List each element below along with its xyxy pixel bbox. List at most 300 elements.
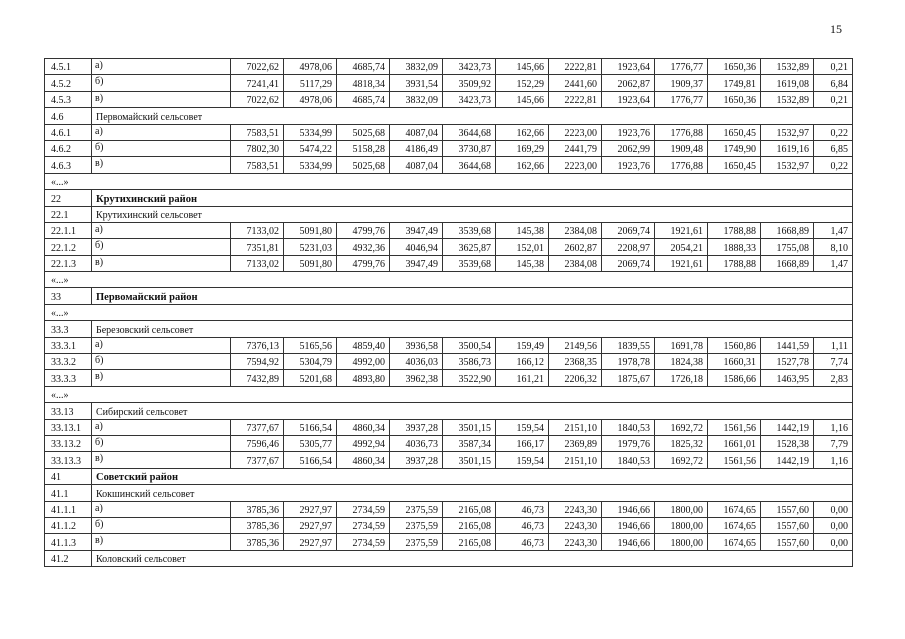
value-cell: 5304,79 [284,354,337,370]
value-cell: 162,66 [496,157,549,173]
value-cell: 4932,36 [337,239,390,255]
row-subitem: б) [92,75,231,91]
value-cell: 2441,79 [549,140,602,156]
value-cell: 0,21 [814,91,853,107]
tariff-table [44,58,853,567]
council-title: Первомайский сельсовет [92,108,853,124]
value-cell: 0,21 [814,59,853,75]
district-title: Советский район [92,468,853,484]
row-subitem: а) [92,501,231,517]
value-cell: 1619,16 [761,140,814,156]
value-cell: 1923,64 [602,91,655,107]
value-cell: 4978,06 [284,91,337,107]
value-cell: 2054,21 [655,239,708,255]
value-cell: 5165,56 [284,337,337,353]
value-cell: 1909,37 [655,75,708,91]
value-cell: 7,74 [814,354,853,370]
table-row [45,157,853,173]
value-cell: 5091,80 [284,255,337,271]
value-cell: 1557,60 [761,501,814,517]
value-cell: 2441,60 [549,75,602,91]
table-row [45,517,853,533]
ellipsis-row [45,272,853,288]
value-cell: 7133,02 [231,222,284,238]
table-row [45,501,853,517]
value-cell: 7022,62 [231,91,284,107]
value-cell: 1921,61 [655,255,708,271]
table-row [45,419,853,435]
value-cell: 2734,59 [337,534,390,550]
value-cell: 1840,53 [602,419,655,435]
value-cell: 2062,87 [602,75,655,91]
value-cell: 1840,53 [602,452,655,468]
value-cell: 5166,54 [284,419,337,435]
value-cell: 1528,38 [761,435,814,451]
value-cell: 2,83 [814,370,853,386]
value-cell: 5474,22 [284,140,337,156]
district-title: Крутихинский район [92,190,853,206]
council-header-row [45,550,853,566]
value-cell: 1776,77 [655,91,708,107]
value-cell: 1668,89 [761,222,814,238]
row-subitem: в) [92,534,231,550]
value-cell: 7241,41 [231,75,284,91]
value-cell: 3644,68 [443,124,496,140]
value-cell: 3586,73 [443,354,496,370]
value-cell: 5091,80 [284,222,337,238]
value-cell: 3947,49 [390,255,443,271]
row-subitem: в) [92,370,231,386]
value-cell: 1776,88 [655,157,708,173]
value-cell: 1946,66 [602,517,655,533]
value-cell: 2206,32 [549,370,602,386]
value-cell: 2734,59 [337,517,390,533]
value-cell: 1442,19 [761,452,814,468]
value-cell: 166,12 [496,354,549,370]
section-code: 41.2 [45,550,92,566]
value-cell: 2384,08 [549,222,602,238]
value-cell: 152,29 [496,75,549,91]
row-subitem: а) [92,124,231,140]
value-cell: 0,22 [814,157,853,173]
table-row [45,222,853,238]
value-cell: 5201,68 [284,370,337,386]
value-cell: 3937,28 [390,452,443,468]
section-code: 4.6 [45,108,92,124]
value-cell: 5025,68 [337,157,390,173]
table-row [45,75,853,91]
section-code: 33.13 [45,403,92,419]
value-cell: 159,49 [496,337,549,353]
value-cell: 1650,36 [708,59,761,75]
value-cell: 3522,90 [443,370,496,386]
council-header-row [45,403,853,419]
council-header-row [45,485,853,501]
value-cell: 7,79 [814,435,853,451]
value-cell: 7376,13 [231,337,284,353]
row-subitem: в) [92,91,231,107]
value-cell: 0,00 [814,534,853,550]
value-cell: 3500,54 [443,337,496,353]
value-cell: 2165,08 [443,517,496,533]
value-cell: 2243,30 [549,501,602,517]
value-cell: 5305,77 [284,435,337,451]
value-cell: 7377,67 [231,419,284,435]
value-cell: 1788,88 [708,222,761,238]
row-code: 41.1.1 [45,501,92,517]
row-code: 33.3.2 [45,354,92,370]
table-row [45,370,853,386]
value-cell: 2222,81 [549,59,602,75]
value-cell: 166,17 [496,435,549,451]
value-cell: 5025,68 [337,124,390,140]
value-cell: 1527,78 [761,354,814,370]
value-cell: 5231,03 [284,239,337,255]
table-row [45,140,853,156]
row-code: 22.1.2 [45,239,92,255]
section-code: 33.3 [45,321,92,337]
value-cell: 1532,89 [761,59,814,75]
council-header-row [45,321,853,337]
value-cell: 2375,59 [390,501,443,517]
value-cell: 6,85 [814,140,853,156]
row-subitem: а) [92,419,231,435]
ellipsis-row [45,386,853,402]
row-code: 4.5.2 [45,75,92,91]
value-cell: 1755,08 [761,239,814,255]
value-cell: 1923,64 [602,59,655,75]
value-cell: 2149,56 [549,337,602,353]
value-cell: 7596,46 [231,435,284,451]
value-cell: 145,66 [496,59,549,75]
value-cell: 162,66 [496,124,549,140]
value-cell: 3587,34 [443,435,496,451]
value-cell: 7583,51 [231,157,284,173]
value-cell: 46,73 [496,501,549,517]
section-code: 22.1 [45,206,92,222]
row-subitem: б) [92,140,231,156]
table-row [45,124,853,140]
row-code: 4.5.1 [45,59,92,75]
value-cell: 3785,36 [231,534,284,550]
value-cell: 4799,76 [337,255,390,271]
value-cell: 1978,78 [602,354,655,370]
value-cell: 1692,72 [655,419,708,435]
value-cell: 2368,35 [549,354,602,370]
value-cell: 1661,01 [708,435,761,451]
value-cell: 2243,30 [549,517,602,533]
value-cell: 1,16 [814,452,853,468]
value-cell: 3730,87 [443,140,496,156]
value-cell: 1,47 [814,255,853,271]
value-cell: 1946,66 [602,501,655,517]
value-cell: 5166,54 [284,452,337,468]
value-cell: 7377,67 [231,452,284,468]
value-cell: 3644,68 [443,157,496,173]
value-cell: 169,29 [496,140,549,156]
ellipsis-row [45,304,853,320]
value-cell: 4818,34 [337,75,390,91]
table-row [45,255,853,271]
row-subitem: а) [92,222,231,238]
value-cell: 1923,76 [602,157,655,173]
value-cell: 7432,89 [231,370,284,386]
value-cell: 1586,66 [708,370,761,386]
row-code: 33.3.3 [45,370,92,386]
value-cell: 1619,08 [761,75,814,91]
value-cell: 1,47 [814,222,853,238]
value-cell: 1668,89 [761,255,814,271]
value-cell: 2069,74 [602,255,655,271]
value-cell: 3785,36 [231,501,284,517]
value-cell: 5158,28 [337,140,390,156]
value-cell: 4992,00 [337,354,390,370]
value-cell: 4893,80 [337,370,390,386]
council-title: Сибирский сельсовет [92,403,853,419]
value-cell: 3539,68 [443,222,496,238]
section-code: 41 [45,468,92,484]
value-cell: 2223,00 [549,157,602,173]
value-cell: 4978,06 [284,59,337,75]
value-cell: 4685,74 [337,59,390,75]
value-cell: 3539,68 [443,255,496,271]
value-cell: 7583,51 [231,124,284,140]
row-code: 33.13.2 [45,435,92,451]
value-cell: 4087,04 [390,157,443,173]
value-cell: 4859,40 [337,337,390,353]
value-cell: 159,54 [496,419,549,435]
value-cell: 1650,45 [708,124,761,140]
value-cell: 1825,32 [655,435,708,451]
value-cell: 145,38 [496,222,549,238]
value-cell: 3937,28 [390,419,443,435]
value-cell: 1875,67 [602,370,655,386]
value-cell: 1888,33 [708,239,761,255]
value-cell: 1442,19 [761,419,814,435]
value-cell: 3625,87 [443,239,496,255]
table-row [45,337,853,353]
value-cell: 1691,78 [655,337,708,353]
value-cell: 0,22 [814,124,853,140]
district-title: Первомайский район [92,288,853,304]
row-subitem: б) [92,435,231,451]
value-cell: 5334,99 [284,157,337,173]
value-cell: 3832,09 [390,91,443,107]
value-cell: 1674,65 [708,534,761,550]
value-cell: 0,00 [814,501,853,517]
value-cell: 2151,10 [549,419,602,435]
value-cell: 2384,08 [549,255,602,271]
value-cell: 7022,62 [231,59,284,75]
value-cell: 3509,92 [443,75,496,91]
row-code: 33.13.3 [45,452,92,468]
value-cell: 1800,00 [655,534,708,550]
value-cell: 4992,94 [337,435,390,451]
value-cell: 7594,92 [231,354,284,370]
page-number: 15 [830,22,842,36]
value-cell: 4860,34 [337,452,390,468]
table-row [45,239,853,255]
value-cell: 3936,58 [390,337,443,353]
value-cell: 3785,36 [231,517,284,533]
value-cell: 1560,86 [708,337,761,353]
row-subitem: а) [92,337,231,353]
value-cell: 1824,38 [655,354,708,370]
value-cell: 2927,97 [284,534,337,550]
value-cell: 1557,60 [761,534,814,550]
value-cell: 2222,81 [549,91,602,107]
value-cell: 3832,09 [390,59,443,75]
value-cell: 1923,76 [602,124,655,140]
value-cell: 46,73 [496,534,549,550]
value-cell: 7802,30 [231,140,284,156]
table-row [45,452,853,468]
ellipsis-marker: «...» [45,386,853,402]
district-header-row [45,288,853,304]
table-body [45,59,853,567]
value-cell: 2243,30 [549,534,602,550]
value-cell: 3423,73 [443,91,496,107]
value-cell: 3947,49 [390,222,443,238]
row-code: 41.1.2 [45,517,92,533]
council-title: Крутихинский сельсовет [92,206,853,222]
section-code: 41.1 [45,485,92,501]
value-cell: 1532,97 [761,157,814,173]
council-title: Кокшинский сельсовет [92,485,853,501]
value-cell: 2927,97 [284,501,337,517]
value-cell: 2375,59 [390,517,443,533]
value-cell: 1674,65 [708,501,761,517]
value-cell: 161,21 [496,370,549,386]
table-row [45,435,853,451]
value-cell: 2375,59 [390,534,443,550]
value-cell: 1749,81 [708,75,761,91]
value-cell: 7133,02 [231,255,284,271]
district-header-row [45,190,853,206]
value-cell: 2927,97 [284,517,337,533]
section-code: 33 [45,288,92,304]
value-cell: 1674,65 [708,517,761,533]
value-cell: 2062,99 [602,140,655,156]
ellipsis-marker: «...» [45,173,853,189]
row-subitem: а) [92,59,231,75]
value-cell: 8,10 [814,239,853,255]
value-cell: 4036,73 [390,435,443,451]
value-cell: 1921,61 [655,222,708,238]
value-cell: 145,38 [496,255,549,271]
value-cell: 3423,73 [443,59,496,75]
value-cell: 7351,81 [231,239,284,255]
value-cell: 2223,00 [549,124,602,140]
value-cell: 159,54 [496,452,549,468]
value-cell: 2069,74 [602,222,655,238]
ellipsis-marker: «...» [45,272,853,288]
value-cell: 5334,99 [284,124,337,140]
value-cell: 1532,89 [761,91,814,107]
value-cell: 1800,00 [655,501,708,517]
council-header-row [45,108,853,124]
value-cell: 6,84 [814,75,853,91]
value-cell: 145,66 [496,91,549,107]
value-cell: 1800,00 [655,517,708,533]
value-cell: 2151,10 [549,452,602,468]
table-row [45,59,853,75]
table-row [45,354,853,370]
value-cell: 2369,89 [549,435,602,451]
value-cell: 1726,18 [655,370,708,386]
row-code: 4.6.1 [45,124,92,140]
row-code: 33.13.1 [45,419,92,435]
value-cell: 1463,95 [761,370,814,386]
row-code: 41.1.3 [45,534,92,550]
value-cell: 1946,66 [602,534,655,550]
value-cell: 2734,59 [337,501,390,517]
value-cell: 3931,54 [390,75,443,91]
value-cell: 46,73 [496,517,549,533]
row-subitem: б) [92,354,231,370]
value-cell: 1979,76 [602,435,655,451]
value-cell: 2165,08 [443,534,496,550]
table-row [45,91,853,107]
district-header-row [45,468,853,484]
value-cell: 4036,03 [390,354,443,370]
value-cell: 1650,45 [708,157,761,173]
value-cell: 1561,56 [708,452,761,468]
value-cell: 152,01 [496,239,549,255]
value-cell: 1749,90 [708,140,761,156]
row-code: 22.1.3 [45,255,92,271]
value-cell: 2602,87 [549,239,602,255]
value-cell: 1441,59 [761,337,814,353]
value-cell: 4799,76 [337,222,390,238]
value-cell: 1839,55 [602,337,655,353]
value-cell: 0,00 [814,517,853,533]
row-subitem: в) [92,157,231,173]
value-cell: 5117,29 [284,75,337,91]
value-cell: 1557,60 [761,517,814,533]
value-cell: 4685,74 [337,91,390,107]
section-code: 22 [45,190,92,206]
row-subitem: б) [92,517,231,533]
value-cell: 1776,77 [655,59,708,75]
council-header-row [45,206,853,222]
ellipsis-row [45,173,853,189]
ellipsis-marker: «...» [45,304,853,320]
value-cell: 1650,36 [708,91,761,107]
row-subitem: б) [92,239,231,255]
row-code: 4.5.3 [45,91,92,107]
row-code: 22.1.1 [45,222,92,238]
row-code: 4.6.3 [45,157,92,173]
row-subitem: в) [92,255,231,271]
value-cell: 2165,08 [443,501,496,517]
table-row [45,534,853,550]
value-cell: 4860,34 [337,419,390,435]
value-cell: 1788,88 [708,255,761,271]
value-cell: 1561,56 [708,419,761,435]
value-cell: 3962,38 [390,370,443,386]
value-cell: 1692,72 [655,452,708,468]
row-subitem: в) [92,452,231,468]
council-title: Березовский сельсовет [92,321,853,337]
row-code: 33.3.1 [45,337,92,353]
value-cell: 4087,04 [390,124,443,140]
row-code: 4.6.2 [45,140,92,156]
value-cell: 2208,97 [602,239,655,255]
value-cell: 4186,49 [390,140,443,156]
value-cell: 3501,15 [443,419,496,435]
value-cell: 1909,48 [655,140,708,156]
